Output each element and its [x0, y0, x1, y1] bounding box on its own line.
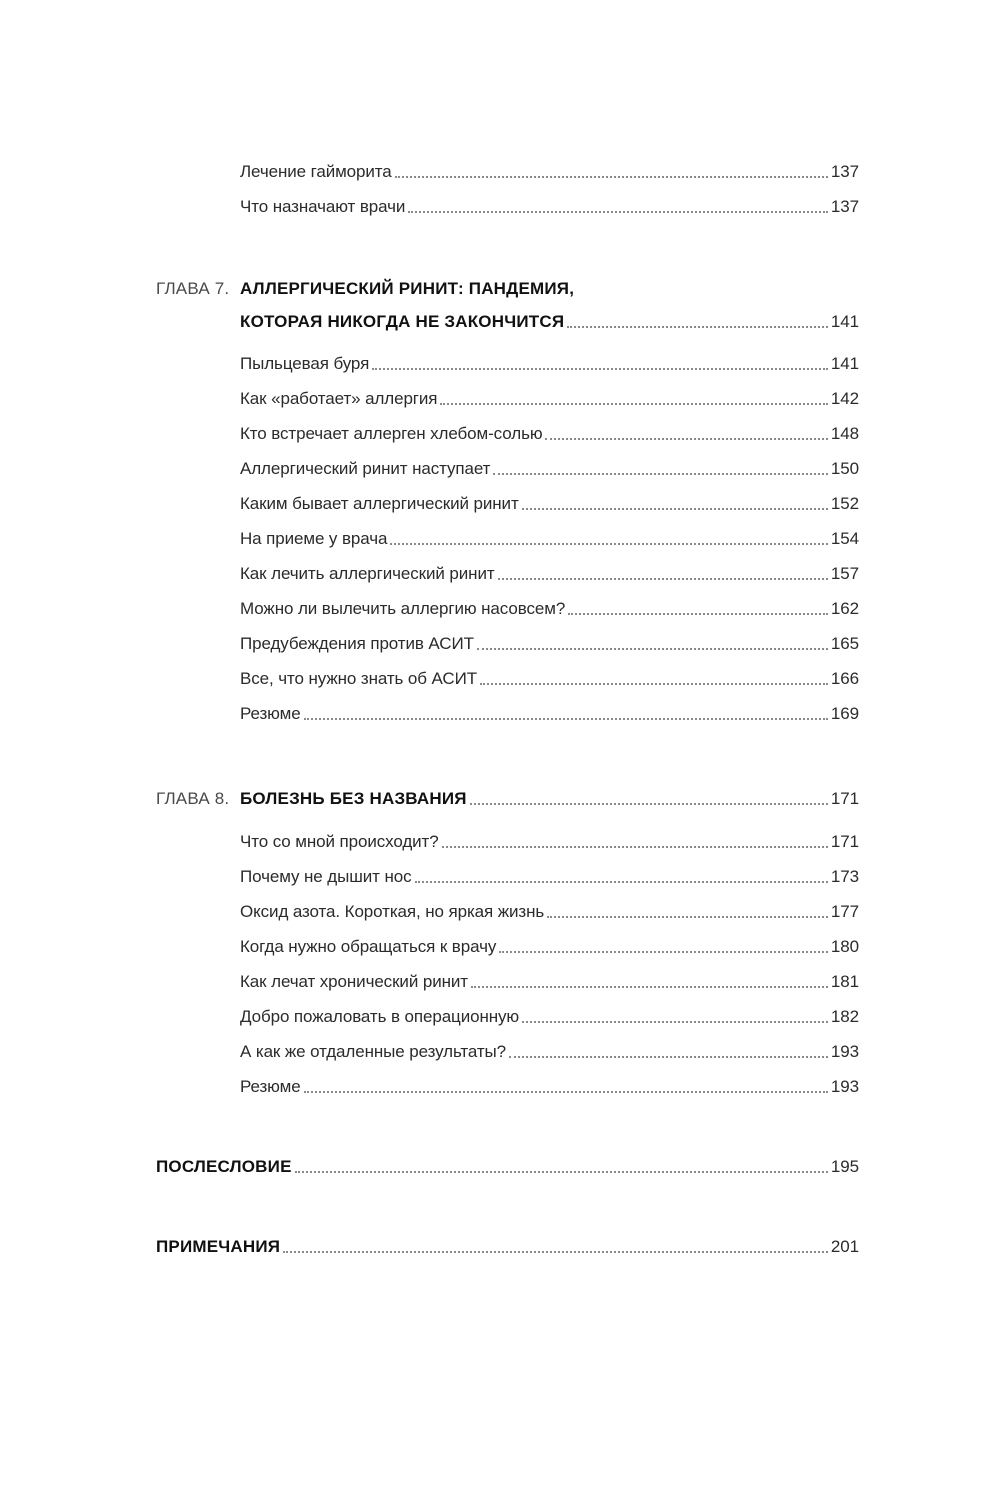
entry-page: 150	[830, 459, 859, 478]
entry-page: 142	[830, 389, 859, 408]
entry-title: Аллергический ринит наступает	[240, 459, 491, 478]
entry-page: 177	[830, 902, 859, 921]
leader-dots	[304, 718, 828, 720]
leader-dots	[372, 368, 828, 370]
leader-dots	[522, 1021, 828, 1023]
entry-page: 171	[830, 832, 859, 851]
toc-entry	[240, 383, 859, 411]
leader-dots	[547, 916, 828, 918]
entry-page: 157	[830, 564, 859, 583]
leader-dots	[470, 803, 828, 805]
toc-entry	[240, 1071, 859, 1099]
leader-dots	[509, 1056, 828, 1058]
leader-dots	[390, 543, 828, 545]
leader-dots	[415, 881, 828, 883]
entry-title: Как лечить аллергический ринит	[240, 564, 495, 583]
chapter-7-heading	[240, 306, 859, 334]
chapter-7-title-line2: КОТОРАЯ НИКОГДА НЕ ЗАКОНЧИТСЯ	[240, 312, 565, 331]
entry-title: Как лечат хронический ринит	[240, 972, 468, 991]
leader-dots	[498, 578, 828, 580]
entry-page: 180	[830, 937, 859, 956]
leader-dots	[283, 1251, 828, 1253]
leader-dots	[442, 846, 828, 848]
leader-dots	[295, 1171, 828, 1173]
leader-dots	[304, 1091, 828, 1093]
leader-dots	[499, 951, 828, 953]
chapter-8-title: БОЛЕЗНЬ БЕЗ НАЗВАНИЯ	[240, 789, 467, 808]
chapter-8-label: ГЛАВА 8.	[156, 789, 230, 808]
leader-dots	[471, 986, 828, 988]
toc-entry	[240, 1001, 859, 1029]
entry-title: Что назначают врачи	[240, 197, 406, 216]
leader-dots	[480, 683, 828, 685]
entry-page: 193	[830, 1077, 859, 1096]
toc-entry	[240, 861, 859, 889]
toc-entry	[240, 453, 859, 481]
leader-dots	[567, 326, 828, 328]
entry-title: На приеме у врача	[240, 529, 388, 548]
entry-title: Все, что нужно знать об АСИТ	[240, 669, 477, 688]
entry-page: 152	[830, 494, 859, 513]
leader-dots	[493, 473, 828, 475]
entry-title: Когда нужно обращаться к врачу	[240, 937, 497, 956]
notes-entry	[156, 1231, 859, 1259]
entry-page: 166	[830, 669, 859, 688]
toc-entry	[240, 348, 859, 376]
toc-entry	[240, 628, 859, 656]
entry-title: Лечение гайморита	[240, 162, 392, 181]
toc-entry	[240, 418, 859, 446]
entry-title: Кто встречает аллерген хлебом-солью	[240, 424, 543, 443]
entry-title: А как же отдаленные результаты?	[240, 1042, 507, 1061]
chapter-8-heading	[240, 783, 859, 811]
notes-title: ПРИМЕЧАНИЯ	[156, 1237, 281, 1256]
toc-entry	[240, 896, 859, 924]
entry-title: Оксид азота. Короткая, но яркая жизнь	[240, 902, 545, 921]
toc-entry	[240, 931, 859, 959]
afterword-title: ПОСЛЕСЛОВИЕ	[156, 1157, 292, 1176]
toc-entry	[240, 523, 859, 551]
toc-entry	[240, 558, 859, 586]
notes-page: 201	[830, 1237, 859, 1256]
toc-entry	[240, 156, 859, 184]
toc-entry	[240, 663, 859, 691]
chapter-7-label: ГЛАВА 7.	[156, 279, 230, 298]
entry-title: Почему не дышит нос	[240, 867, 412, 886]
entry-page: 169	[830, 704, 859, 723]
leader-dots	[408, 211, 828, 213]
leader-dots	[395, 176, 828, 178]
entry-title: Что со мной происходит?	[240, 832, 439, 851]
toc-entry	[240, 966, 859, 994]
entry-title: Каким бывает аллергический ринит	[240, 494, 519, 513]
chapter-7-title-line1: АЛЛЕРГИЧЕСКИЙ РИНИТ: ПАНДЕМИЯ,	[240, 279, 575, 298]
entry-page: 137	[830, 197, 859, 216]
entry-page: 173	[830, 867, 859, 886]
entry-title: Добро пожаловать в операционную	[240, 1007, 520, 1026]
entry-page: 154	[830, 529, 859, 548]
leader-dots	[440, 403, 828, 405]
toc-entry	[240, 826, 859, 854]
chapter-7-page: 141	[830, 312, 859, 331]
entry-page: 193	[830, 1042, 859, 1061]
afterword-entry	[156, 1151, 859, 1179]
toc-entry	[240, 593, 859, 621]
entry-title: Пыльцевая буря	[240, 354, 370, 373]
toc-entry	[240, 1036, 859, 1064]
entry-page: 141	[830, 354, 859, 373]
entry-page: 137	[830, 162, 859, 181]
afterword-page: 195	[830, 1157, 859, 1176]
entry-page: 182	[830, 1007, 859, 1026]
entry-page: 181	[830, 972, 859, 991]
entry-title: Резюме	[240, 1077, 301, 1096]
entry-title: Как «работает» аллергия	[240, 389, 438, 408]
entry-title: Резюме	[240, 704, 301, 723]
leader-dots	[545, 438, 827, 440]
entry-page: 148	[830, 424, 859, 443]
entry-title: Предубеждения против АСИТ	[240, 634, 474, 653]
leader-dots	[568, 613, 828, 615]
leader-dots	[477, 648, 828, 650]
chapter-8-page: 171	[830, 789, 859, 808]
leader-dots	[522, 508, 828, 510]
entry-page: 165	[830, 634, 859, 653]
toc-entry	[240, 191, 859, 219]
entry-page: 162	[830, 599, 859, 618]
toc-entry	[240, 698, 859, 726]
entry-title: Можно ли вылечить аллергию насовсем?	[240, 599, 566, 618]
toc-entry	[240, 488, 859, 516]
